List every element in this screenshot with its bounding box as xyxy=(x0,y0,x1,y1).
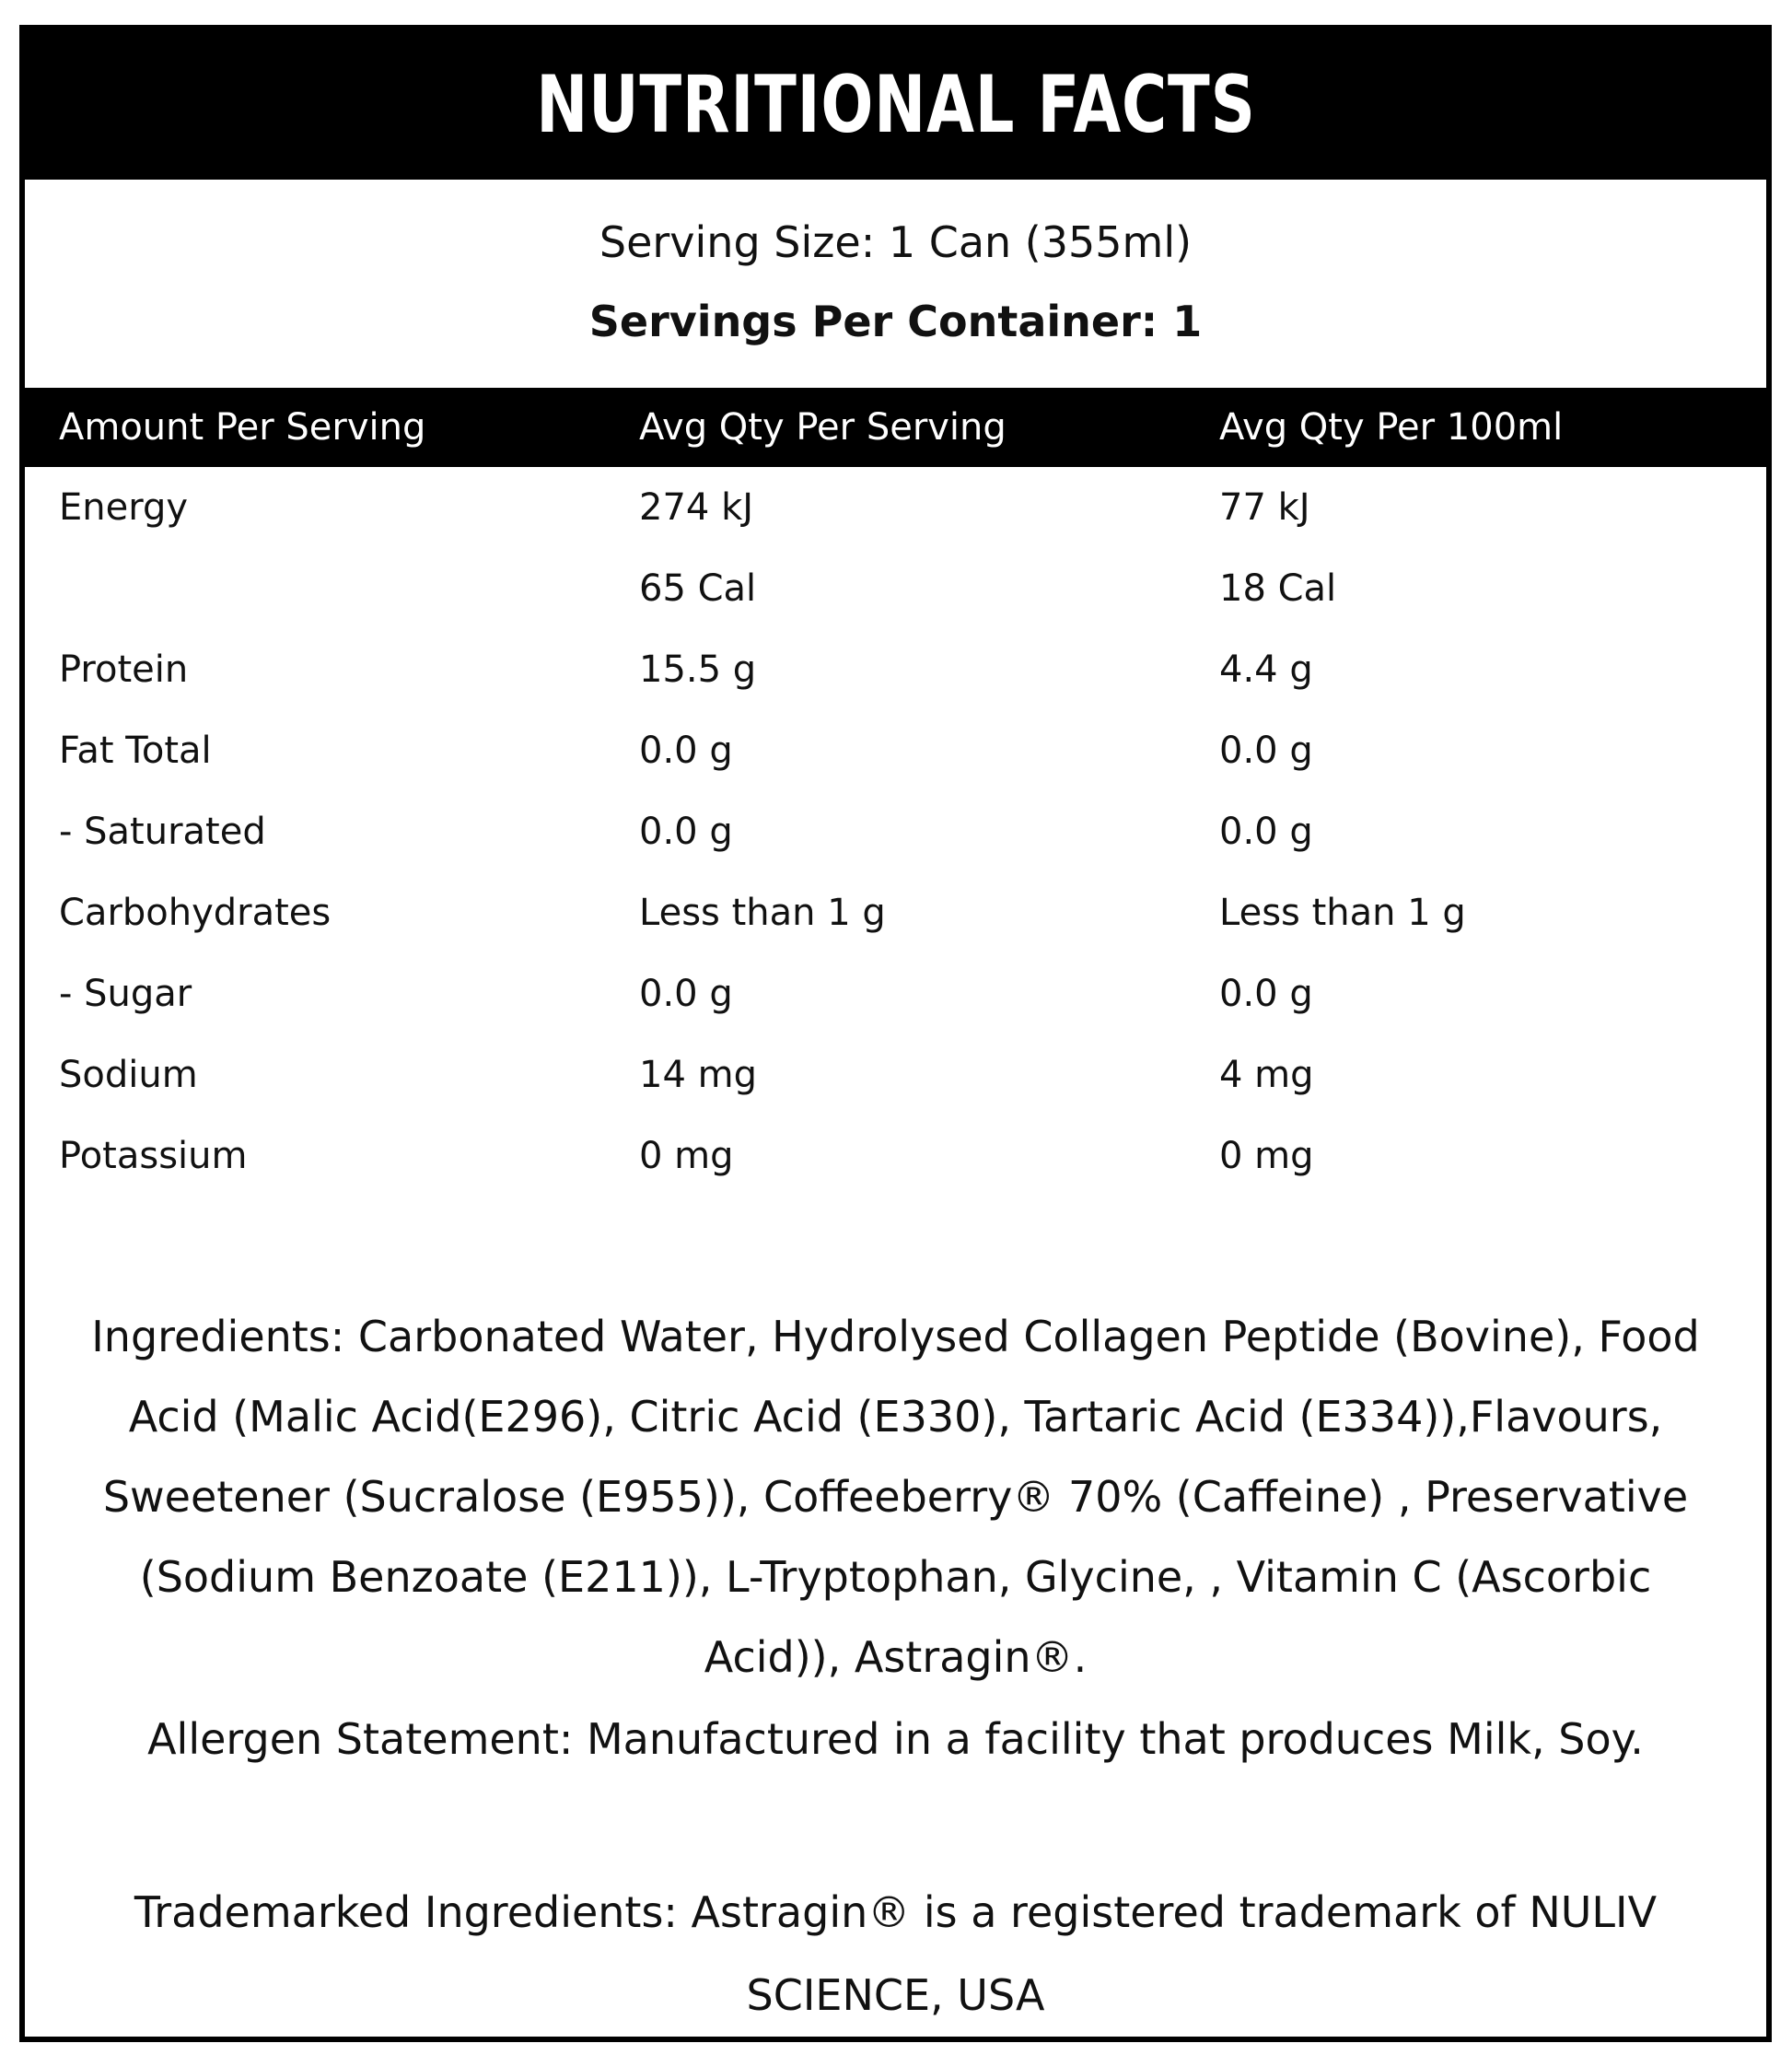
nutrient-name: Energy xyxy=(59,486,189,529)
table-row xyxy=(25,1115,1766,1197)
table-row xyxy=(25,467,1766,548)
per-serving-value: 274 kJ xyxy=(639,486,754,529)
nutrient-name: - Sugar xyxy=(59,973,192,1015)
per-100ml-value: Less than 1 g xyxy=(1219,892,1466,934)
title-bar xyxy=(25,30,1766,180)
per-serving-value: Less than 1 g xyxy=(639,892,886,934)
table-header xyxy=(25,388,1766,467)
per-100ml-value: 0.0 g xyxy=(1219,730,1313,772)
per-100ml-value: 4.4 g xyxy=(1219,648,1313,691)
table-row xyxy=(25,629,1766,710)
nutrient-name: Fat Total xyxy=(59,730,212,772)
nutrition-panel xyxy=(19,25,1772,2042)
per-100ml-value: 4 mg xyxy=(1219,1054,1314,1096)
table-row xyxy=(25,953,1766,1034)
per-serving-value: 15.5 g xyxy=(639,648,757,691)
nutrient-name: - Saturated xyxy=(59,811,266,853)
per-100ml-value: 0 mg xyxy=(1219,1135,1314,1177)
serving-size: Serving Size: 1 Can (355ml) xyxy=(599,217,1193,267)
nutrient-name: Potassium xyxy=(59,1135,248,1177)
trademark-statement: Trademarked Ingredients: Astragin® is a registered trademark of NULIV SCIENCE, USA xyxy=(134,1887,1658,2020)
per-serving-value: 0.0 g xyxy=(639,730,733,772)
nutrient-name: Carbohydrates xyxy=(59,892,332,934)
table-row xyxy=(25,1034,1766,1115)
per-100ml-value: 18 Cal xyxy=(1219,567,1337,610)
allergen-statement: Allergen Statement: Manufactured in a facility that produces Milk, Soy. xyxy=(147,1714,1644,1764)
table-row xyxy=(25,710,1766,791)
per-serving-value: 0 mg xyxy=(639,1135,734,1177)
per-serving-value: 0.0 g xyxy=(639,973,733,1015)
per-100ml-value: 0.0 g xyxy=(1219,973,1313,1015)
header-amount-per-serving: Amount Per Serving xyxy=(59,406,426,449)
servings-per-container: Servings Per Container: 1 xyxy=(588,297,1203,346)
nutrient-name: Protein xyxy=(59,648,189,691)
table-row xyxy=(25,548,1766,629)
per-100ml-value: 77 kJ xyxy=(1219,486,1310,529)
table-row xyxy=(25,791,1766,872)
per-serving-value: 0.0 g xyxy=(639,811,733,853)
panel-title: NUTRITIONAL FACTS xyxy=(535,59,1256,151)
ingredients-text: Ingredients: Carbonated Water, Hydrolysed Collagen Peptide (Bovine), Food Acid (Malic Acid(E296), Citric Acid (E330), Tartaric Acid (E334)),Flavours, Sweetener (Sucralose (E955)), Coffeeberry® 70% (Caffeine) , Preservative (Sodium Benzoate (E211)), L-Tryptophan, Glycine, , Vitamin C (Ascorbic Acid)), Astragin®. xyxy=(91,1312,1700,1682)
table-row xyxy=(25,872,1766,953)
per-serving-value: 14 mg xyxy=(639,1054,757,1096)
header-avg-qty-per-100ml: Avg Qty Per 100ml xyxy=(1219,406,1564,449)
per-100ml-value: 0.0 g xyxy=(1219,811,1313,853)
per-serving-value: 65 Cal xyxy=(639,567,757,610)
header-avg-qty-per-serving: Avg Qty Per Serving xyxy=(639,406,1007,449)
nutrient-name: Sodium xyxy=(59,1054,198,1096)
